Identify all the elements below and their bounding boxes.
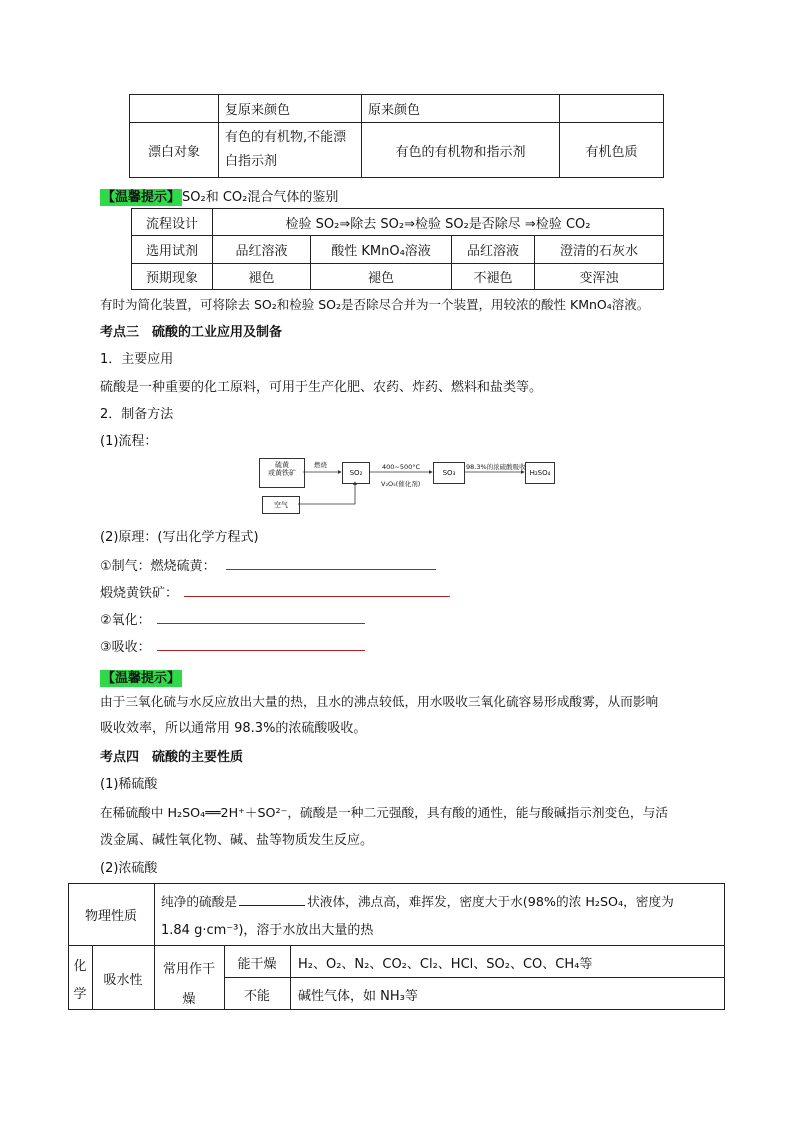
subsection-title: 1．主要应用 [100, 352, 174, 367]
flow-box-so3: SO₃ [433, 462, 465, 484]
concentrated-acid-table [68, 883, 725, 1010]
paragraph: 由于三氧化硫与水反应放出大量的热，且水的沸点较低，用水吸收三氧化硫容易形成酸雾，从而影响 [100, 694, 659, 709]
cell: 褪色 [311, 264, 452, 290]
cell: 原来颜色 [362, 95, 560, 123]
paragraph: 吸收效率，所以通常用 98.3%的浓硫酸吸收。 [100, 721, 367, 736]
physical-text: 状液体，沸点高，难挥发，密度大于水(98%的浓 H₂SO₄，密度为 [307, 894, 674, 909]
cell: 有色的有机物和指示剂 [362, 123, 560, 178]
blank-label: 煅烧黄铁矿： [100, 586, 179, 601]
cell: 澄清的石灰水 [535, 236, 664, 264]
identification-table [131, 208, 664, 290]
cell: 酸性 KMnO₄溶液 [311, 236, 452, 264]
cell: 预期现象 [132, 264, 213, 290]
tip-label: 【温馨提示】 [102, 671, 181, 686]
cell [130, 95, 219, 123]
cannot-list: 碱性气体，如 NH₃等 [298, 989, 418, 1004]
chem-label: 化 [73, 959, 87, 974]
flow-arrows [255, 452, 560, 517]
tip-heading [100, 186, 338, 205]
cell: 品红溶液 [452, 236, 535, 264]
flow-box-raw: 硫黄 或黄铁矿 [259, 458, 305, 488]
tip-heading [100, 667, 182, 686]
physical-line [161, 891, 674, 910]
cell: 有色的有机物,不能漂白指示剂 [219, 123, 362, 178]
flow-box-h2so4: H₂SO₄ [525, 462, 555, 484]
cell: 褪色 [213, 264, 311, 290]
use-label: 常用作干燥 [162, 962, 215, 1007]
flow-label-burn: 燃烧 [314, 461, 327, 469]
blank-label: ②氧化： [100, 613, 151, 628]
answer-blank [157, 623, 365, 624]
section-title: 考点三 硫酸的工业应用及制备 [100, 325, 283, 340]
flow-label-catalyst: V₂O₅(催化剂) [381, 480, 421, 488]
bleach-table [129, 94, 664, 178]
cell: 复原来颜色 [219, 95, 362, 123]
absorb-label: 吸水性 [103, 973, 143, 988]
cell: 不褪色 [452, 264, 535, 290]
note-text: 有时为简化装置，可将除去 SO₂和检验 SO₂是否除尽合并为一个装置，用较浓的酸性 KMnO₄溶液。 [100, 297, 650, 312]
blank-label: ③吸收： [100, 640, 151, 655]
answer-blank [239, 905, 305, 906]
paragraph: 泼金属、碱性氧化物、碱、盐等物质发生反应。 [100, 833, 374, 848]
physical-text: 纯净的硫酸是 [161, 894, 238, 909]
section-title: 考点四 硫酸的主要性质 [100, 750, 244, 765]
tip-title: SO₂和 CO₂混合气体的鉴别 [182, 190, 339, 205]
cell: 流程设计 [132, 209, 213, 236]
cell: 有机色质 [560, 123, 664, 178]
subsection-title: (1)稀硫酸 [100, 777, 158, 792]
can-list: H₂、O₂、N₂、CO₂、Cl₂、HCl、SO₂、CO、CH₄等 [298, 957, 593, 972]
cell [560, 95, 664, 123]
paragraph: 硫酸是一种重要的化工原料，可用于生产化肥、农药、炸药、燃料和盐类等。 [100, 380, 543, 395]
physical-label: 物理性质 [84, 909, 137, 924]
tip-label: 【温馨提示】 [102, 190, 181, 205]
flow-label: (1)流程： [100, 434, 158, 449]
chem-label: 学 [73, 987, 87, 1002]
cell: 选用试剂 [132, 236, 213, 264]
cannot-label: 不能 [243, 989, 270, 1004]
answer-blank [226, 569, 436, 570]
paragraph: 在稀硫酸中 H₂SO₄══2H⁺＋SO²⁻，硫酸是一种二元强酸，具有酸的通性，能与酸碱指示剂变色，与活 [100, 805, 668, 820]
cell: 变浑浊 [535, 264, 664, 290]
flow-label-absorb: 98.3%的浓硫酸吸收 [466, 463, 526, 471]
cell: 品红溶液 [213, 236, 311, 264]
cell: 漂白对象 [130, 123, 219, 178]
blank-label: ①制气：燃烧硫黄： [100, 559, 216, 574]
flow-label-temp: 400~500°C [382, 463, 421, 471]
subsection-title: 2．制备方法 [100, 407, 174, 422]
physical-text: 1.84 g·cm⁻³)，溶于水放出大量的热 [161, 923, 374, 938]
principle-label: (2)原理：(写出化学方程式) [100, 530, 259, 545]
cell: 检验 SO₂⇒除去 SO₂⇒检验 SO₂是否除尽 ⇒检验 CO₂ [213, 209, 664, 236]
answer-blank [184, 596, 450, 597]
flow-box-air: 空气 [262, 496, 300, 514]
flow-box-so2: SO₂ [342, 462, 370, 484]
subsection-title: (2)浓硫酸 [100, 861, 158, 876]
can-label: 能干燥 [237, 957, 277, 972]
answer-blank [157, 650, 365, 651]
